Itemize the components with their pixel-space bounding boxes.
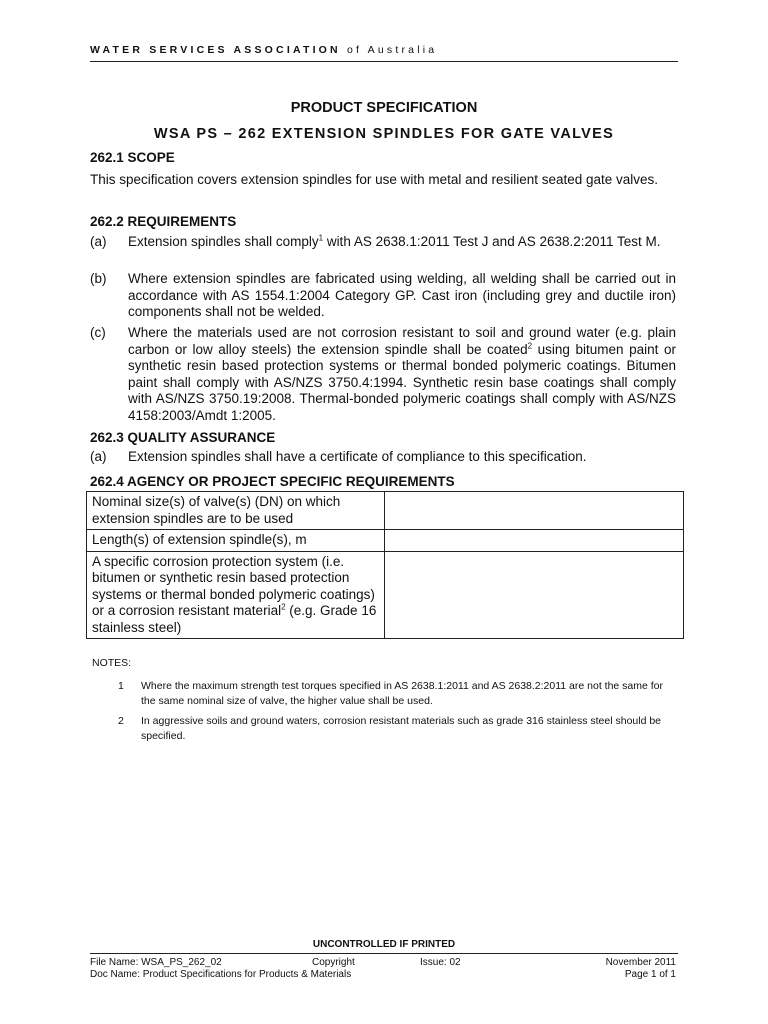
requirement-item-a: [90, 234, 676, 251]
issue-number: Issue: 02: [420, 957, 461, 968]
item-text: Where extension spindles are fabricated using welding, all welding shall be carried out in accordance with AS 1554.1:2004 Category GP. Cast iron (including grey and ductile iron) components shall not be welded.: [128, 271, 676, 319]
item-marker: (a): [90, 234, 107, 249]
table-label-cell: Length(s) of extension spindle(s), m: [87, 530, 385, 552]
table-label-text: A specific corrosion protection system (i.e. bitumen or synthetic resin based protection systems or thermal bonded polymeric coatings) or a corrosion resistant material: [92, 553, 375, 618]
issue-date: November 2011: [605, 957, 676, 968]
item-text: Extension spindles shall comply: [128, 234, 319, 249]
table-row: [87, 492, 684, 530]
requirements-heading: 262.2 REQUIREMENTS: [90, 214, 237, 229]
copyright-label: Copyright: [312, 957, 355, 968]
qa-item-a: [90, 449, 676, 466]
item-text: with AS 2638.1:2011 Test J and AS 2638.2:2011 Test M.: [323, 234, 661, 249]
file-name: File Name: WSA_PS_262_02: [90, 957, 222, 968]
table-label-cell: Nominal size(s) of valve(s) (DN) on which extension spindles are to be used: [87, 492, 385, 530]
table-row: [87, 530, 684, 552]
item-text: using bitumen paint or synthetic resin based protection systems or thermal bonded polymeric coatings. Bitumen paint shall comply with AS/NZS 3750.4:1994. Synthetic resin base coatings shall comply with AS/NZS 3750.19:2008. Thermal-bonded polymeric coatings shall comply with AS/NZS 4158:2003/Amdt 1:2005.: [128, 341, 676, 423]
agency-requirements-table: [86, 491, 684, 639]
page-number: Page 1 of 1: [624, 969, 676, 980]
agency-requirements-heading: 262.4 AGENCY OR PROJECT SPECIFIC REQUIREMENTS: [90, 474, 455, 489]
item-marker: (b): [90, 271, 107, 286]
requirement-item-c: [90, 325, 676, 424]
item-text: Extension spindles shall have a certificate of compliance to this specification.: [128, 449, 587, 464]
organization-name: WATER SERVICES ASSOCIATION: [90, 44, 341, 56]
footnote-ref: 1: [318, 233, 324, 243]
item-marker: (a): [90, 449, 107, 464]
table-row: [87, 551, 684, 639]
document-title: PRODUCT SPECIFICATION: [290, 100, 478, 116]
note-number: 1: [118, 680, 124, 692]
table-value-cell: [385, 492, 684, 530]
item-marker: (c): [90, 325, 106, 340]
notes-label: NOTES:: [92, 657, 132, 669]
scope-text: This specification covers extension spindles for use with metal and resilient seated gate valves.: [90, 172, 659, 187]
note-number: 2: [118, 715, 124, 727]
note-item: [118, 714, 678, 744]
page-footer: [90, 953, 678, 981]
doc-name: Doc Name: Product Specifications for Products & Materials: [90, 969, 352, 980]
quality-assurance-heading: 262.3 QUALITY ASSURANCE: [90, 430, 276, 445]
requirement-item-b: [90, 271, 676, 321]
uncontrolled-banner: UNCONTROLLED IF PRINTED: [312, 939, 456, 950]
table-value-cell: [385, 551, 684, 639]
footnote-ref: 2: [281, 602, 286, 612]
note-item: [118, 679, 678, 709]
table-label-text: (e.g. Grade 16 stainless steel): [92, 603, 377, 635]
table-value-cell: [385, 530, 684, 552]
page-header: [90, 44, 678, 62]
footnote-ref: 2: [527, 341, 533, 350]
table-label-cell: [87, 551, 385, 639]
organization-suffix: of Australia: [346, 44, 438, 56]
note-text: Where the maximum strength test torques specified in AS 2638.1:2011 and AS 2638.2:2011 are not the same for the same nominal size of valve, the higher value shall be used.: [141, 680, 664, 707]
item-text: Where the materials used are not corrosion resistant to soil and ground water (e.g. plain carbon or low alloy steels) the extension spindle shall be coated: [128, 325, 676, 357]
note-text: In aggressive soils and ground waters, corrosion resistant materials such as grade 316 stainless steel should be specified.: [141, 715, 662, 742]
document-subtitle: WSA PS – 262 EXTENSION SPINDLES FOR GATE VALVES: [153, 126, 615, 142]
scope-heading: 262.1 SCOPE: [90, 150, 175, 165]
